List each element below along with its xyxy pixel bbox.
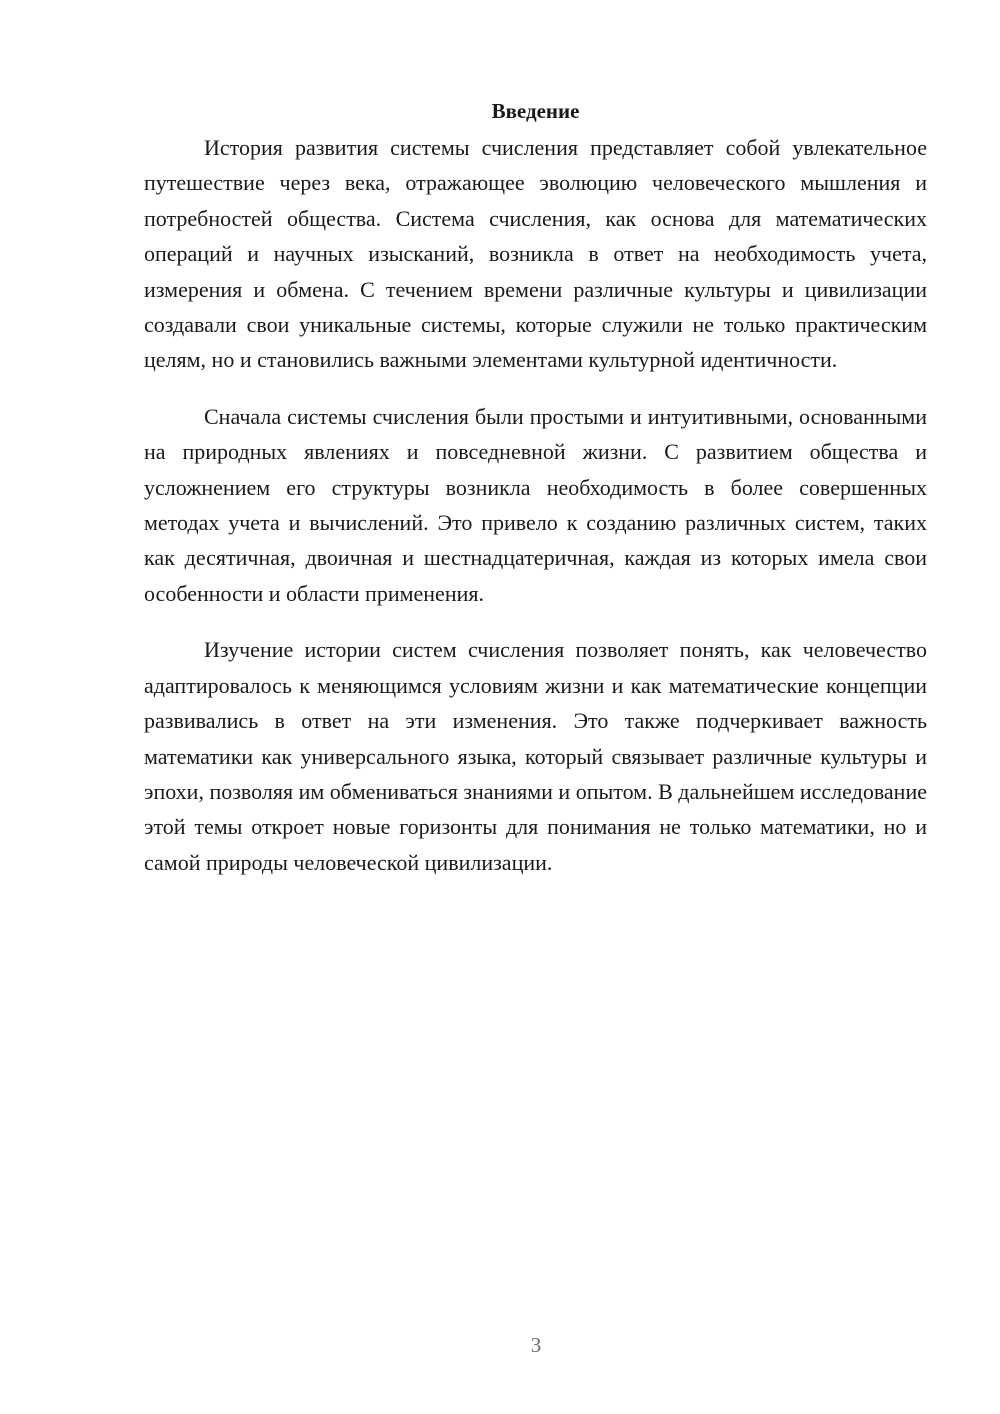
paragraph: Сначала системы счисления были простыми и интуитивными, основанными на природных явлениях и повседневной жизни. С развитием общества и усложнением его структуры возникла необходимость в более совершенных методах учета и вычислений. Это привело к созданию различных систем, таких как десятичная, двоичная и шестнадцатеричная, каждая из которых имела свои особенности и области применения. [144, 403, 927, 606]
paragraph: История развития системы счисления представляет собой увлекательное путешествие через века, отражающее эволюцию человеческого мышления и потребностей общества. Система счисления, как основа для математических операций и научных изысканий, возникла в ответ на необходимость учета, измерения и обмена. С течением времени различные культуры и цивилизации создавали свои уникальные системы, которые служили не только практическим целям, но и становились важными элементами культурной идентичности. [144, 135, 927, 373]
page-content [144, 96, 927, 901]
paragraph: Изучение истории систем счисления позволяет понять, как человечество адаптировалось к меняющимся условиям жизни и как математические концепции развивались в ответ на эти изменения. Это также подчеркивает важность математики как универсального языка, который связывает различные культуры и эпохи, позволяя им обмениваться знаниями и опытом. В дальнейшем исследование этой темы откроет новые горизонты для понимания не только математики, но и самой природы человеческой цивилизации. [144, 637, 927, 875]
section-title: Введение [491, 99, 580, 123]
page-number: 3 [530, 1333, 542, 1357]
